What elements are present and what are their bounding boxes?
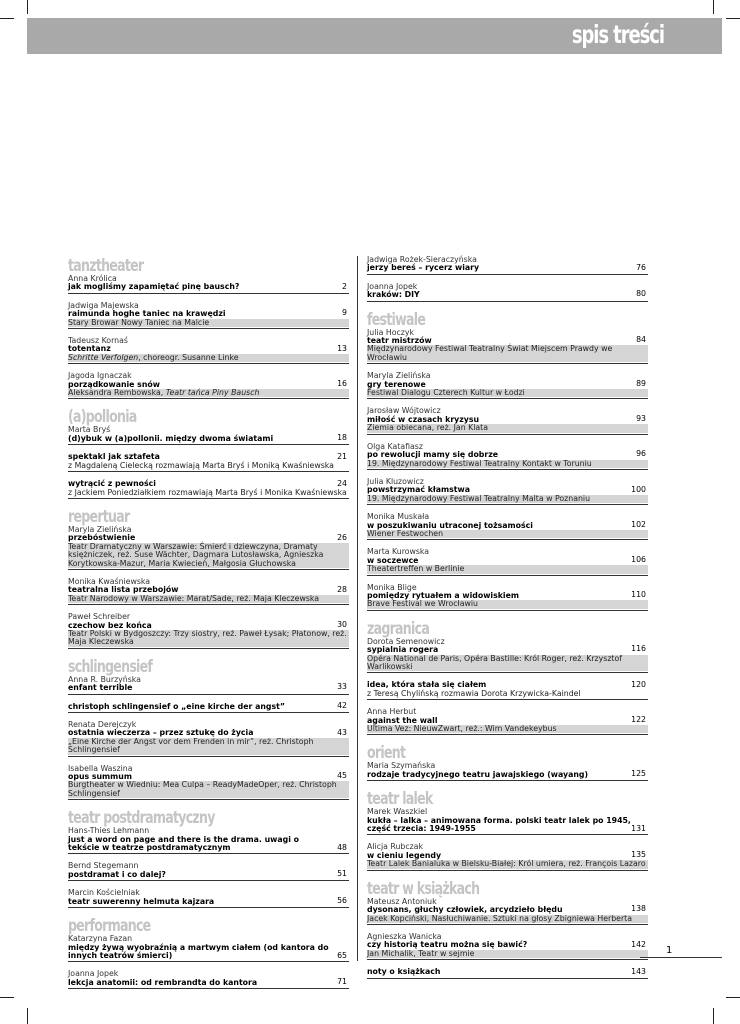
entry-author: Katarzyna Fazan [68,934,133,944]
entry-note: Festiwal Dialogu Czterech Kultur w Łodzi [367,389,648,397]
entry-rule [68,712,349,713]
toc-entry[interactable] [68,970,349,989]
entry-rule [68,498,349,499]
toc-entry[interactable] [68,578,349,605]
entry-page-number: 80 [636,289,646,299]
toc-section [367,743,648,781]
entry-rule [68,880,349,881]
entry-rule [367,672,648,673]
toc-entry[interactable] [367,708,648,735]
page-number: 1 [666,945,673,956]
entry-note: z Jackiem Poniedziałkiem rozmawiają Marta Bryś i Monika Kwaśniewska [68,487,347,497]
entry-author: Julia Hoczyk [367,327,414,337]
entry-note: z Teresą Chylińską rozmawia Dorota Krzywicka-Kaindel [367,688,581,698]
entry-rule [68,853,349,854]
entry-note: Opéra National de Paris, Opéra Bastille: Król Roger, reż. Krzysztof Warlikowski [367,655,648,672]
entry-note: Teatr Narodowy w Warszawie: Marat/Sade, reż. Maja Kleczewska [68,595,349,603]
entry-rule [367,274,648,275]
entry-title: enfant terrible [68,683,133,693]
entry-author: Monika Blige [367,582,417,592]
toc-entry[interactable] [367,443,648,470]
entry-note [68,354,349,362]
toc-section [68,256,349,399]
entry-page-number: 24 [337,478,347,488]
toc-entry[interactable] [68,613,349,649]
entry-title: czy historią teatru można się bawić? [367,940,528,950]
entry-author: Bernd Stegemann [68,861,139,871]
entry-page-number: 16 [337,378,347,388]
entry-rule [367,398,648,399]
entry-page-number: 102 [631,519,646,529]
toc-section [68,916,349,989]
entry-rule [68,569,349,570]
entry-title: against the wall [367,715,438,725]
entry-note: Teatr Dramatyczny w Warszawie: Śmierć i dziewczyna, Dramaty księżniczek, reż. Suse Wächter, Dagmara Lutosławska, Agnieszka Korytkowska-Mazur, Maria Kwiecień, Małgosia Głuchowska [68,543,349,568]
entry-page-number: 48 [337,842,347,852]
entry-title: postdramat i co dalej? [68,869,166,879]
toc-entry[interactable] [367,968,648,978]
section-title: tanztheater [68,256,144,276]
entry-rule [367,504,648,505]
entry-note: Wiener Festwochen [367,530,648,538]
entry-note: Ziemia obiecana, reż. Jan Klata [367,424,648,432]
entry-rule [68,988,349,989]
entry-author: Paweł Schreiber [68,612,131,622]
entry-rule [367,301,648,302]
crop-mark [27,1008,28,1024]
toc-entry[interactable] [68,480,349,499]
entry-author: Mateusz Antoniuk [367,896,437,906]
entry-title: czechow bez końca [68,620,152,630]
entry-note: Teatr Polski w Bydgoszczy: Trzy siostry, reż. Paweł Łysak; Płatonow, reż. Maja Kleczewska [68,630,349,647]
entry-page-number: 142 [631,939,646,949]
toc-entry[interactable] [68,526,349,570]
crop-mark [713,1008,714,1024]
crop-mark [726,997,740,998]
entry-author: Alicja Rubczak [367,842,424,852]
entry-title: jak mogliśmy zapamiętać pinę bausch? [68,282,240,292]
entry-page-number: 30 [337,619,347,629]
entry-author: Monika Muskała [367,512,430,522]
toc-entry[interactable] [68,337,349,364]
entry-rule [68,907,349,908]
entry-author: Tadeusz Kornaś [68,336,128,346]
entry-page-number: 42 [337,701,347,711]
entry-title: po rewolucji mamy się dobrze [367,450,499,460]
entry-author: Hans-Thies Lehmann [68,826,150,836]
entry-title: christoph schlingensief o „eine kirche der angst” [68,701,285,711]
toc-entry[interactable] [367,329,648,365]
entry-author: Julia Kluzowicz [367,476,424,486]
toc-entry[interactable] [68,703,349,713]
entry-title: kraków: DIY [367,290,420,300]
toc-section [367,619,648,736]
entry-title: just a word on page and there is the drama. uwagi o tekście w teatrze postdramatycznym [68,834,299,853]
entry-page-number: 131 [631,823,646,833]
section-title: festiwale [367,309,426,330]
entry-title: teatr mistrzów [367,336,432,346]
entry-author: Maryla Zielińska [68,524,132,534]
section-title: teatr postdramatyczny [68,808,215,829]
entry-title: raimunda hoghe taniec na krawędzi [68,309,226,319]
entry-note: 19. Międzynarodowy Festiwal Teatralny Malta w Poznaniu [367,495,648,503]
entry-title: sypialnia rogera [367,645,439,655]
entry-page-number: 93 [636,414,646,424]
entry-title: miłość w czasach kryzysu [367,414,480,424]
entry-author: Jadwiga Rożek-Sieraczyńska [367,255,477,264]
toc-entry[interactable] [367,933,648,960]
entry-author: Marcin Kościelniak [68,888,140,898]
entry-author: Anna R. Burzyńska [68,674,141,684]
entry-page-number: 26 [337,532,347,542]
entry-rule [367,924,648,925]
toc-section [367,310,648,611]
toc-section [68,507,349,649]
toc-entry[interactable] [68,372,349,399]
entry-page-number: 21 [337,451,347,461]
section-title: schlingensief [68,656,153,677]
entry-note: Jacek Kopciński, Nasłuchiwanie. Sztuki na głosy Zbigniewa Herberta [367,915,648,923]
entry-note: Burgtheater w Wiedniu: Mea Culpa – ReadyMadeOper, reż. Christoph Schlingensief [68,781,349,798]
entry-page-number: 106 [631,554,646,564]
entry-title: powstrzymać kłamstwa [367,485,470,495]
entry-note: Teatr Lalek Banialuka w Bielsku-Białej: Król umiera, reż. François Lazaro [367,860,648,868]
page-title: spis treści [571,20,664,49]
entry-title: lekcja anatomii: od rembrandta do kantora [68,977,258,987]
entry-rule [367,734,648,735]
entry-note [68,389,349,397]
toc-entry[interactable] [367,478,648,505]
entry-title: kukła – lalka – animowana forma. polski teatr lalek po 1945, część trzecia: 1949-1955 [367,815,631,834]
entry-author: Joanna Jopek [367,281,418,291]
entry-title: w soczewce [367,555,419,565]
entry-page-number: 122 [631,714,646,724]
entry-page-number: 138 [631,904,646,914]
entry-rule [68,444,349,445]
entry-title: w poszukiwaniu utraconej tożsamości [367,520,533,530]
toc-entry[interactable] [68,721,349,757]
section-title: zagranica [367,618,430,639]
entry-title: pomiędzy rytuałem a widowiskiem [367,590,520,600]
crop-mark [0,18,14,19]
entry-author: Olga Katafiasz [367,441,423,451]
entry-title: (d)ybuk w (a)pollonii. między dwoma światami [68,433,274,443]
entry-rule [367,575,648,576]
entry-page-number: 84 [636,335,646,345]
entry-author: Marta Kurowska [367,547,430,557]
entry-title: dysonans, głuchy człowiek, arcydzieło błędu [367,905,563,915]
toc-section [68,407,349,498]
entry-rule [68,694,349,695]
entry-rule [367,469,648,470]
crop-mark [726,18,740,19]
entry-note: Jan Michalik, Teatr w sejmie [367,950,648,958]
entry-page-number: 96 [636,449,646,459]
entry-page-number: 43 [337,727,347,737]
entry-title: rodzaje tradycyjnego teatru jawajskiego (wayang) [367,769,589,779]
entry-author: Maryla Zielińska [367,371,431,381]
entry-page-number: 76 [636,262,646,272]
entry-page-number: 2 [342,281,347,291]
toc-section [367,789,648,870]
entry-rule [68,961,349,962]
entry-author: Dorota Semenowicz [367,636,445,646]
entry-note: Theatertreffen w Berlinie [367,565,648,573]
entry-page-number: 65 [337,950,347,960]
toc-entry[interactable] [68,676,349,695]
toc-entry[interactable] [367,843,648,870]
toc-entry[interactable] [367,283,648,302]
toc-entry[interactable] [367,638,648,674]
entry-title: między żywą wyobraźnią a martwym ciałem (od kantora do innych teatrów śmierci) [68,942,329,960]
toc-entry[interactable] [367,584,648,611]
entry-rule [367,363,648,364]
toc-entry[interactable] [367,256,648,275]
entry-title: przebóstwienie [68,533,136,543]
entry-author: Monika Kwaśniewska [68,576,151,586]
entry-title: totentanz [68,344,111,354]
entry-page-number: 110 [631,590,646,600]
toc-entry[interactable] [68,862,349,881]
entry-page-number: 135 [631,850,646,860]
entry-title: teatralna lista przebojów [68,585,179,595]
toc-entry[interactable] [68,453,349,472]
entry-title: opus summum [68,772,132,782]
entry-note: Międzynarodowy Festiwal Teatralny Świat Miejscem Prawdy we Wrocławiu [367,345,648,362]
entry-note-italic: Teatr tańca Piny Bausch [165,388,260,398]
toc-entry[interactable] [367,898,648,925]
toc-entry[interactable] [68,935,349,962]
entry-note-text: Aleksandra Rembowska, [68,388,166,398]
toc-section [68,657,349,800]
section-title: repertuar [68,506,130,527]
crop-mark [27,0,28,14]
entry-author: Agnieszka Wanicka [367,931,442,941]
toc-entry[interactable] [367,513,648,540]
entry-page-number: 100 [631,484,646,494]
entry-title: wytrącić z pewności [68,479,156,489]
entry-page-number: 13 [337,343,347,353]
entry-rule [367,539,648,540]
entry-page-number: 120 [631,680,646,690]
entry-rule [68,363,349,364]
entry-title: teatr suwerenny helmuta kajzara [68,896,215,906]
entry-rule [68,471,349,472]
toc-entry[interactable] [367,681,648,700]
entry-rule [68,293,349,294]
entry-rule [367,434,648,435]
entry-rule [68,398,349,399]
entry-author: Jarosław Wójtowicz [367,406,441,416]
section-title: teatr w książkach [367,878,480,899]
toc-entry[interactable] [367,548,648,575]
entry-note: Brave Festival we Wrocławiu [367,600,648,608]
entry-title: idea, która stała się ciałem [367,680,487,690]
entry-page-number: 33 [337,682,347,692]
entry-author: Marta Bryś [68,425,111,435]
entry-rule [367,699,648,700]
entry-author: Anna Królica [68,274,117,283]
entry-rule [367,834,648,835]
toc-section [68,808,349,908]
toc-entry[interactable] [68,426,349,445]
entry-author: Jagoda Ignaczak [68,371,132,381]
entry-note-italic: Schritte Verfolgen [68,352,139,362]
entry-note: Stary Browar Nowy Taniec na Malcie [68,319,349,327]
entry-rule [68,328,349,329]
entry-page-number: 116 [631,644,646,654]
entry-rule [367,870,648,871]
toc-entry[interactable] [367,808,648,835]
entry-title: gry terenowe [367,379,426,389]
entry-note: „Eine Kirche der Angst vor dem Frenden in mir”, reż. Christoph Schlingensief [68,738,349,755]
entry-rule [68,604,349,605]
toc-section [367,256,648,302]
toc-entry[interactable] [367,372,648,399]
entry-title: w cieniu legendy [367,850,442,860]
entry-author: Isabella Waszina [68,763,133,773]
entry-rule [367,959,648,960]
entry-author: Jadwiga Majewska [68,300,139,310]
entry-note: 19. Międzynarodowy Festiwal Teatralny Kontakt w Toruniu [367,460,648,468]
toc-entry[interactable] [68,765,349,801]
entry-page-number: 45 [337,771,347,781]
toc-entry[interactable] [367,762,648,781]
entry-note: z Magdaleną Cielecką rozmawiają Marta Bryś i Moniką Kwaśniewska [68,460,334,470]
toc-section [367,879,648,979]
entry-rule [367,780,648,781]
entry-author: Renata Derejczyk [68,720,137,729]
entry-page-number: 89 [636,378,646,388]
toc-entry[interactable] [68,889,349,908]
section-title: performance [68,916,151,937]
page-number-rule [640,957,722,958]
entry-title: porządkowanie snów [68,379,160,389]
entry-rule [68,756,349,757]
entry-title: spektakl jak sztafeta [68,452,160,462]
section-title: orient [367,743,406,764]
entry-page-number: 143 [631,966,646,976]
toc-right-column [367,256,648,987]
entry-page-number: 125 [631,769,646,779]
entry-rule [367,610,648,611]
toc-left-column [68,256,349,997]
entry-note: Ultima Vez: NieuwZwart, reż.: Wim Vandekeybus [367,725,648,733]
entry-author: Anna Herbut [367,707,417,717]
entry-page-number: 18 [337,433,347,443]
entry-page-number: 56 [337,895,347,905]
crop-mark [0,997,14,998]
toc-entry[interactable] [68,302,349,329]
entry-page-number: 51 [337,869,347,879]
entry-title: ostatnia wieczerza – przez sztukę do życia [68,728,254,738]
section-title: teatr lalek [367,789,433,810]
entry-author: Marek Waszkiel [367,807,428,817]
entry-author: Maria Szymańska [367,761,436,771]
toc-entry[interactable] [68,275,349,294]
toc-entry[interactable] [367,407,648,434]
entry-note-text: , choreogr. Susanne Linke [138,352,239,362]
column-divider [357,256,358,961]
entry-author: Joanna Jopek [68,969,119,979]
entry-rule [367,978,648,979]
section-title: (a)pollonia [68,407,137,428]
entry-page-number: 28 [337,584,347,594]
crop-mark [713,0,714,14]
entry-rule [68,799,349,800]
entry-rule [68,648,349,649]
entry-page-number: 9 [342,308,347,318]
entry-title: jerzy bereś – rycerz wiary [367,263,480,273]
toc-entry[interactable] [68,827,349,854]
entry-page-number: 71 [337,976,347,986]
entry-title: noty o książkach [367,967,441,977]
